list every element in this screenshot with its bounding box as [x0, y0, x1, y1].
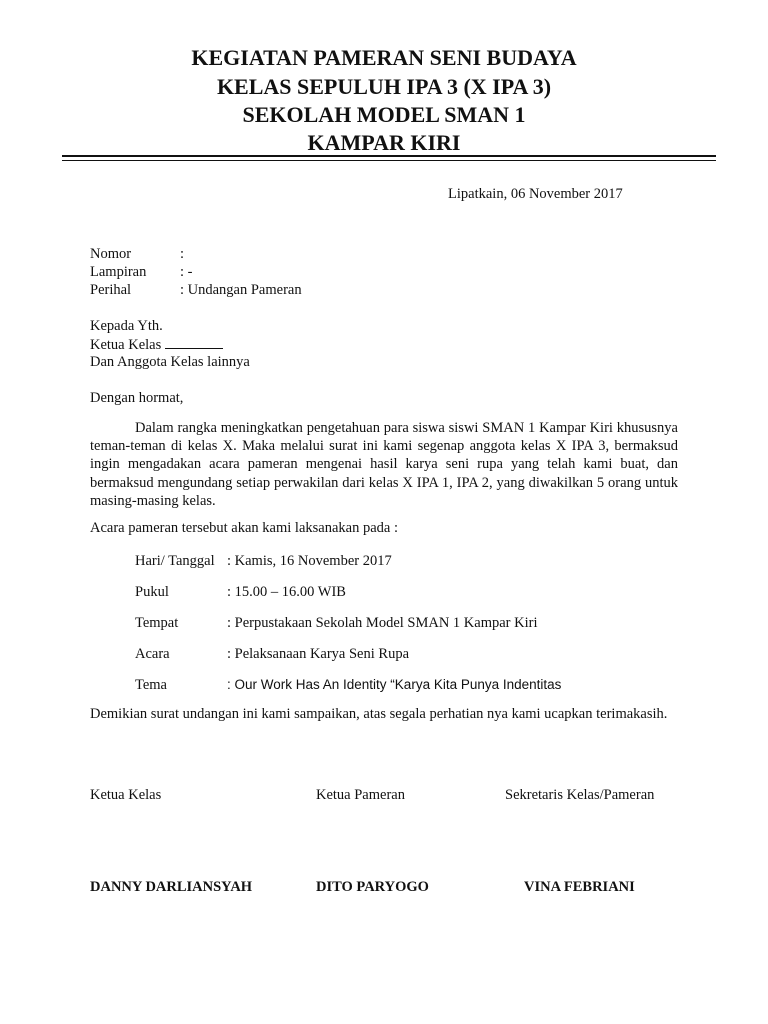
- signature-name-3: VINA FEBRIANI: [524, 879, 635, 895]
- header-line-3: SEKOLAH MODEL SMAN 1: [242, 102, 526, 127]
- greeting: Dengan hormat,: [90, 390, 184, 406]
- recipient-line-3: Dan Anggota Kelas lainnya: [90, 354, 250, 370]
- body-paragraph-text: Dalam rangka meningkatkan pengetahuan para siswa siswi SMAN 1 Kampar Kiri khususnya teman-teman di kelas X. Maka melalui surat ini kami segenap anggota kelas X IPA 3, bermaksud ingin mengadakan acara pameran mengenai hasil karya seni rupa yang telah kami buat, dan bermaksud mengundang setiap perwakilan dari kelas X IPA 1, IPA 2, yang diwakilkan 5 orang untuk masing-masing kelas.: [90, 420, 678, 509]
- header-rule-thin: [62, 160, 716, 161]
- signature-name-1: DANNY DARLIANSYAH: [90, 879, 253, 895]
- event-value-place: : Perpustakaan Sekolah Model SMAN 1 Kampar Kiri: [227, 615, 538, 631]
- signature-name-2: DITO PARYOGO: [316, 879, 429, 895]
- event-value-event: : Pelaksanaan Karya Seni Rupa: [227, 646, 410, 662]
- header-line-4: KAMPAR KIRI: [307, 130, 461, 155]
- letter-date: Lipatkain, 06 November 2017: [448, 186, 623, 202]
- event-intro: Acara pameran tersebut akan kami laksanakan pada :: [90, 520, 398, 536]
- header-rule-thick: [62, 155, 716, 157]
- event-label-place: Tempat: [135, 615, 179, 631]
- event-label-time: Pukul: [135, 584, 169, 600]
- signature-role-3: Sekretaris Kelas/Pameran: [505, 787, 655, 803]
- event-label-event: Acara: [135, 646, 170, 662]
- blank-line: [165, 335, 223, 349]
- signature-role-1: Ketua Kelas: [90, 787, 162, 803]
- meta-value-perihal: : Undangan Pameran: [180, 282, 302, 298]
- recipient-ketua-kelas: Ketua Kelas: [90, 337, 162, 353]
- event-value-theme: : Our Work Has An Identity “Karya Kita Punya Indentitas: [227, 677, 562, 692]
- meta-label-perihal: Perihal: [90, 282, 132, 298]
- meta-value-lampiran: : -: [180, 264, 193, 280]
- recipient-line-2: [90, 335, 223, 354]
- recipient-line-1: Kepada Yth.: [90, 318, 163, 334]
- event-label-date: Hari/ Tanggal: [135, 553, 215, 569]
- meta-value-nomor: :: [180, 246, 185, 262]
- header-line-1: KEGIATAN PAMERAN SENI BUDAYA: [191, 45, 577, 70]
- body-paragraph: [90, 419, 678, 510]
- event-value-time: : 15.00 – 16.00 WIB: [227, 584, 346, 600]
- header-line-2: KELAS SEPULUH IPA 3 (X IPA 3): [216, 74, 552, 99]
- signature-role-2: Ketua Pameran: [316, 787, 405, 803]
- closing-paragraph: Demikian surat undangan ini kami sampaikan, atas segala perhatian nya kami ucapkan terimakasih.: [90, 706, 668, 722]
- meta-label-nomor: Nomor: [90, 246, 132, 262]
- meta-label-lampiran: Lampiran: [90, 264, 147, 280]
- event-value-date: : Kamis, 16 November 2017: [227, 553, 392, 569]
- event-label-theme: Tema: [135, 677, 167, 693]
